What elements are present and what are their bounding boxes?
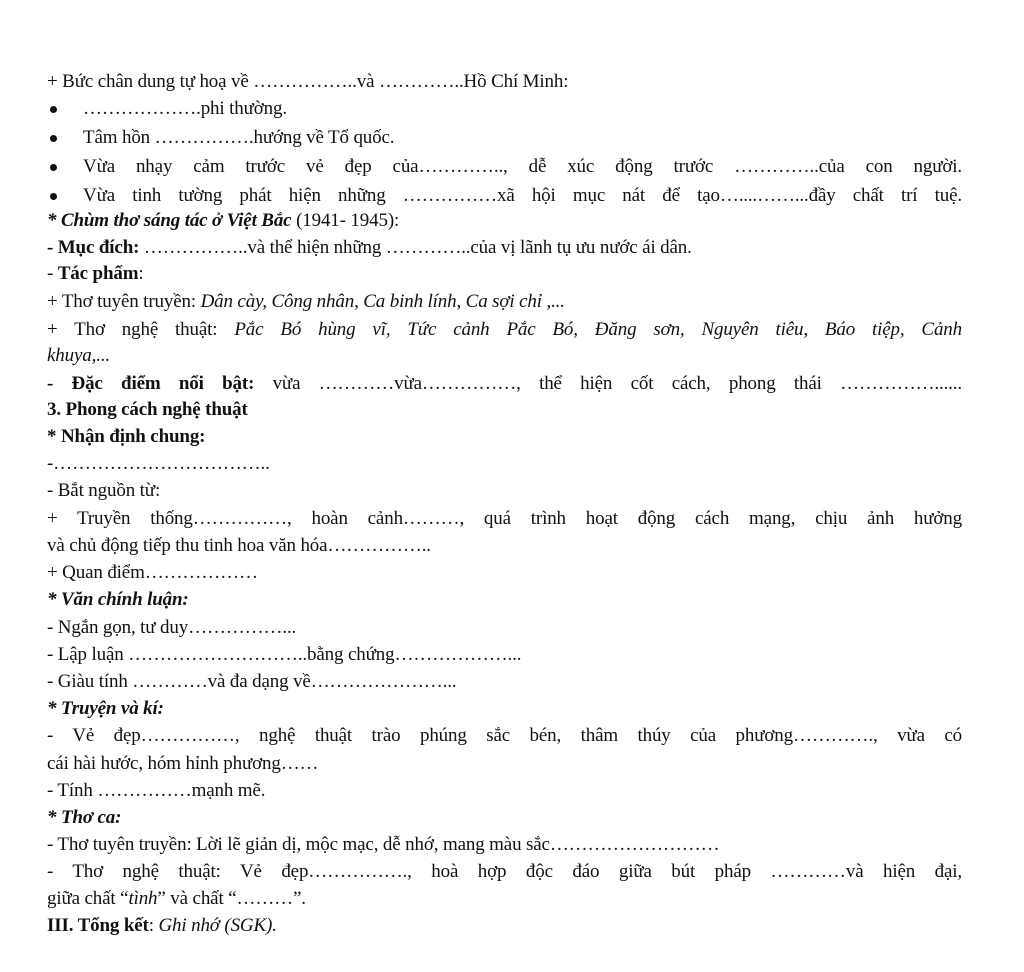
poetry-art-continued bbox=[47, 887, 962, 911]
poetry-art-emotion-word: tình bbox=[128, 888, 158, 909]
features-label: - Đặc điểm nổi bật: bbox=[47, 373, 255, 394]
works-heading bbox=[47, 262, 962, 286]
poetry-art-text-start: giữa chất “ bbox=[47, 888, 129, 909]
origin-heading: - Bắt nguồn từ: bbox=[47, 480, 161, 501]
propaganda-poems-titles: Dân cày, Công nhân, Ca binh lính, Ca sợi chỉ ,... bbox=[200, 291, 565, 312]
art-poems-titles: Pắc Bó hùng vĩ, Tức cảnh Pắc Bó, Đăng sơn, Nguyên tiêu, Báo tiệp, Cảnh bbox=[234, 319, 963, 340]
bullet-icon bbox=[50, 164, 57, 171]
general-remarks-blank: -…………………………….. bbox=[47, 453, 270, 474]
stories-character-line: - Tính ……………mạnh mẽ. bbox=[47, 780, 266, 801]
works-prefix: - bbox=[47, 263, 58, 284]
bullet-icon bbox=[50, 193, 57, 200]
general-remarks-heading: * Nhận định chung: bbox=[47, 426, 206, 447]
stories-heading: * Truyện và kí: bbox=[47, 698, 164, 719]
viet-bac-heading-title: * Chùm thơ sáng tác ở Việt Bắc bbox=[47, 210, 292, 231]
purpose-line bbox=[47, 236, 962, 260]
propaganda-poems-line bbox=[47, 290, 962, 314]
works-colon: : bbox=[138, 263, 144, 284]
stories-beauty-continued: cái hài hước, hóm hỉnh phương…… bbox=[47, 753, 319, 774]
origin-viewpoint-line: + Quan điểm……………… bbox=[47, 562, 258, 583]
summary-text: Ghi nhớ (SGK). bbox=[158, 915, 277, 936]
art-poems-label: + Thơ nghệ thuật: bbox=[47, 319, 235, 340]
art-poems-line bbox=[47, 318, 962, 342]
bullet-sensitive: Vừa nhạy cảm trước vẻ đẹp của………….., dễ xúc động trước …………..của con người. bbox=[83, 156, 962, 177]
bullet-icon bbox=[50, 106, 57, 113]
political-prose-heading: * Văn chính luận: bbox=[47, 589, 189, 610]
features-line bbox=[47, 372, 962, 396]
stories-beauty-line: - Vẻ đẹp……………, nghệ thuật trào phúng sắc bén, thâm thúy của phương…………., vừa có bbox=[47, 725, 962, 746]
bullet-insightful: Vừa tinh tường phát hiện những ……………xã hội mục nát để tạo…....……...đầy chất trí tuệ. bbox=[83, 185, 962, 206]
purpose-label: - Mục đích: bbox=[47, 237, 140, 258]
political-prose-rich: - Giàu tính …………và đa dạng về…………………... bbox=[47, 671, 457, 692]
poetry-heading: * Thơ ca: bbox=[47, 807, 122, 828]
viet-bac-heading-years: (1941- 1945): bbox=[291, 210, 400, 231]
origin-tradition-continued: và chủ động tiếp thu tinh hoa văn hóa…………….. bbox=[47, 535, 431, 556]
summary-line bbox=[47, 914, 962, 938]
poetry-art-line: - Thơ nghệ thuật: Vẻ đẹp……………., hoà hợp độc đáo giữa bút pháp …………và hiện đại, bbox=[47, 861, 962, 882]
art-poems-continued: khuya,... bbox=[47, 345, 111, 366]
poetry-art-text-end: ” và chất “………”. bbox=[157, 888, 306, 909]
portrait-intro-line: + Bức chân dung tự hoạ về ……………..và …………..Hồ Chí Minh: bbox=[47, 71, 569, 92]
political-prose-concise: - Ngắn gọn, tư duy……………... bbox=[47, 617, 297, 638]
purpose-text: ……………..và thể hiện những …………..của vị lãnh tụ ưu nước ái dân. bbox=[139, 237, 692, 258]
origin-tradition-line: + Truyền thống……………, hoàn cảnh………, quá trình hoạt động cách mạng, chịu ảnh hưởng bbox=[47, 508, 962, 529]
bullet-soul: Tâm hồn …………….hướng về Tổ quốc. bbox=[83, 127, 395, 148]
summary-label: III. Tổng kết bbox=[47, 915, 149, 936]
section-3-heading: 3. Phong cách nghệ thuật bbox=[47, 399, 248, 420]
poetry-propaganda-line: - Thơ tuyên truyền: Lời lẽ giản dị, mộc mạc, dễ nhớ, mang màu sắc……………………… bbox=[47, 834, 720, 855]
summary-colon: : bbox=[148, 915, 159, 936]
features-text: vừa …………vừa……………, thể hiện cốt cách, phong thái ……………...... bbox=[254, 373, 962, 394]
viet-bac-heading bbox=[47, 209, 962, 233]
bullet-extraordinary: ……………….phi thường. bbox=[83, 98, 287, 119]
works-label: Tác phẩm bbox=[57, 263, 139, 284]
bullet-icon bbox=[50, 135, 57, 142]
political-prose-argument: - Lập luận ………………………..bằng chứng………………... bbox=[47, 644, 522, 665]
propaganda-poems-label: + Thơ tuyên truyền: bbox=[47, 291, 201, 312]
